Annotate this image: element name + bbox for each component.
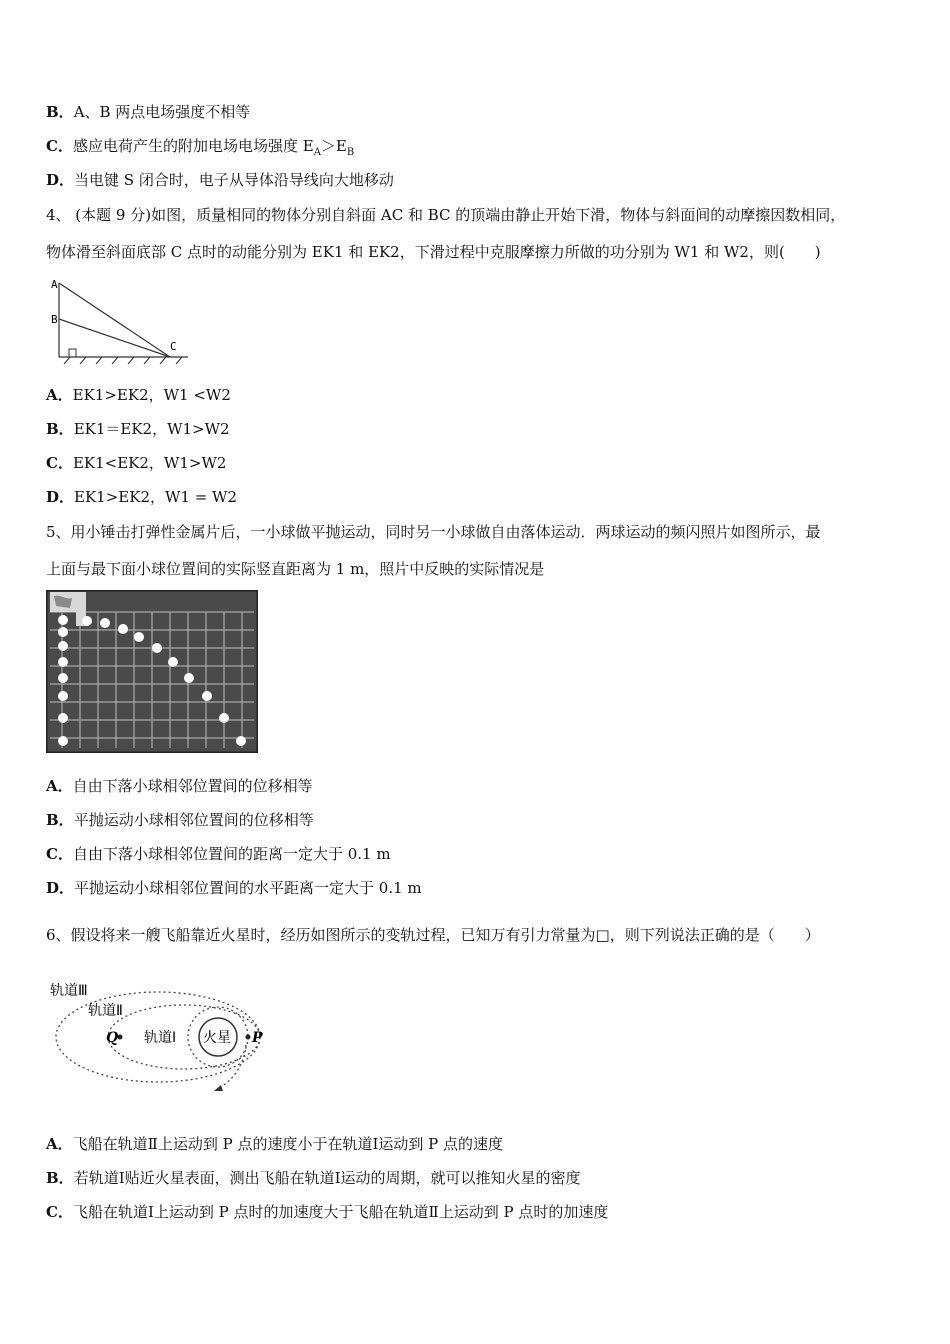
label-p: P (252, 1030, 263, 1046)
q6-option-b: B．若轨道Ⅰ贴近火星表面，测出飞船在轨道Ⅰ运动的周期，就可以推知火星的密度 (46, 1169, 581, 1187)
right-angle-mark (69, 349, 76, 357)
orbit-figure (46, 975, 286, 1100)
q4-option-b: B．EK1＝EK2，W1>W2 (46, 420, 230, 438)
incline-ac (59, 283, 170, 357)
ground-hatching (64, 357, 182, 364)
q5-stem-line1: 5、用小锤击打弹性金属片后，一小球做平抛运动，同时另一小球做自由落体运动．两球运动的频闪照片如图所示，最 (46, 523, 821, 541)
label-orbit-2: 轨道Ⅱ (88, 1003, 123, 1019)
q4-option-c: C．EK1<EK2，W1>W2 (46, 454, 227, 472)
q4-stem-line1: 4、 (本题 9 分)如图，质量相同的物体分别自斜面 AC 和 BC 的顶端由静止开始下滑，物体与斜面间的动摩擦因数相同， (46, 206, 846, 224)
label-orbit-3: 轨道Ⅲ (50, 983, 88, 999)
q6-option-c: C．飞船在轨道Ⅰ上运动到 P 点时的加速度大于飞船在轨道Ⅱ上运动到 P 点时的加速度 (46, 1203, 609, 1221)
q5-stem-line2: 上面与最下面小球位置间的实际竖直距离为 1 m，照片中反映的实际情况是 (46, 560, 545, 578)
label-a: A (51, 278, 58, 291)
q4-option-a: A．EK1>EK2，W1 <W2 (46, 386, 231, 404)
q5-option-c: C．自由下落小球相邻位置间的距离一定大于 0.1 m (46, 845, 391, 863)
q5-option-b: B．平抛运动小球相邻位置间的位移相等 (46, 811, 314, 829)
point-p (246, 1035, 251, 1040)
q6-stem-line1: 6、假设将来一艘飞船靠近火星时，经历如图所示的变轨过程，已知万有引力常量为□，则下列说法正确的是（ ） (46, 926, 820, 944)
q6-option-a: A．飞船在轨道Ⅱ上运动到 P 点的速度小于在轨道Ⅰ运动到 P 点的速度 (46, 1135, 504, 1153)
q4-stem-line2: 物体滑至斜面底部 C 点时的动能分别为 EK1 和 EK2，下滑过程中克服摩擦力所做的功分别为 W1 和 W2，则( ) (46, 243, 821, 261)
label-b: B (51, 313, 58, 326)
point-q (118, 1035, 123, 1040)
incline-figure (48, 275, 193, 367)
strobe-photo (46, 590, 258, 753)
q5-option-d: D．平抛运动小球相邻位置间的水平距离一定大于 0.1 m (46, 879, 422, 897)
q3-option-c: C．感应电荷产生的附加电场电场强度 $E_A>E_B$ (46, 137, 355, 158)
q4-option-d: D．EK1>EK2，W1 = W2 (46, 488, 238, 506)
label-orbit-1: 轨道Ⅰ (144, 1030, 177, 1046)
label-c: C (170, 340, 177, 353)
approach-arrow-icon (214, 1085, 223, 1091)
q3-option-b: B．A、B 两点电场强度不相等 (46, 103, 251, 121)
label-q: Q (106, 1030, 119, 1046)
q3-option-d: D．当电键 S 闭合时，电子从导体沿导线向大地移动 (46, 171, 394, 189)
q5-option-a: A．自由下落小球相邻位置间的位移相等 (46, 777, 313, 795)
label-mars: 火星 (203, 1030, 231, 1046)
